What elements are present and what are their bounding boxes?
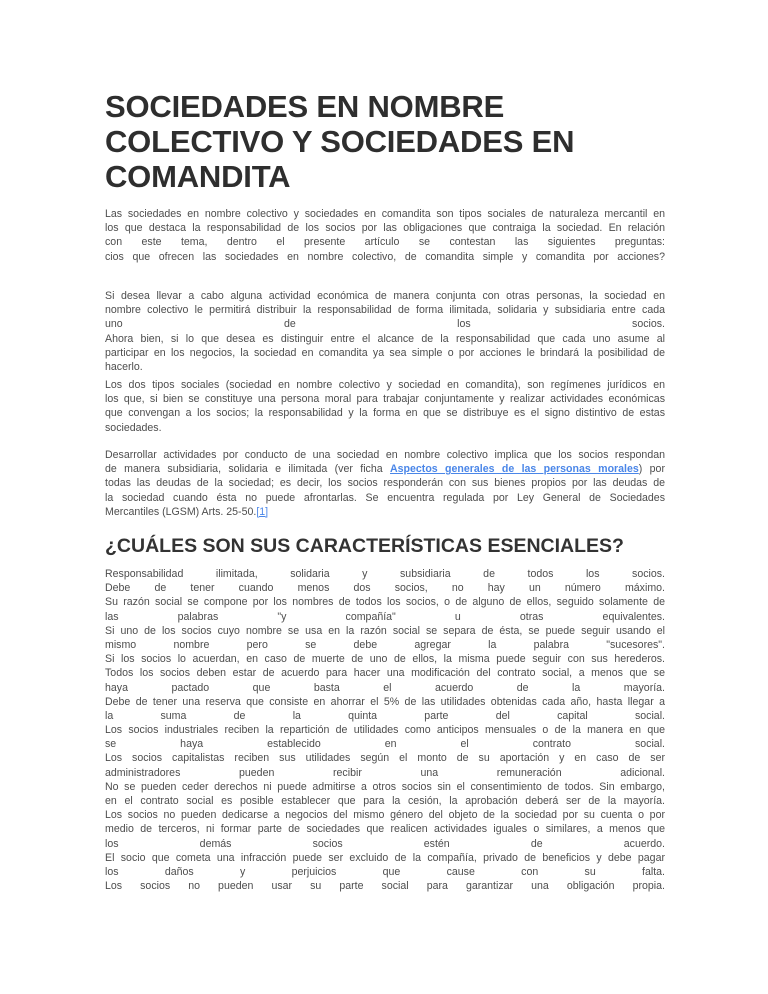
characteristic-line: Todos los socios deben estar de acuerdo para hacer una modificación del contrato social, a menos que se xyxy=(105,667,665,680)
characteristic-line: se haya establecido en el contrato social. xyxy=(105,738,665,751)
characteristic-line: Los socios capitalistas reciben sus utilidades según el monto de su aportación y en caso de ser xyxy=(105,752,665,765)
paragraph-4 xyxy=(105,448,665,519)
text-line: Si desea llevar a cabo alguna actividad económica de manera conjunta con otras personas, la sociedad en xyxy=(105,290,665,302)
text-line xyxy=(105,505,665,519)
text-line: uno de los socios. xyxy=(105,318,665,331)
intro-paragraph xyxy=(105,207,665,264)
title-line: SOCIEDADES EN NOMBRE xyxy=(105,89,505,124)
characteristic-line: Si los socios lo acuerdan, en caso de muerte de uno de ellos, la misma puede seguir con sus herederos. xyxy=(105,653,665,666)
aspectos-generales-link[interactable]: Aspectos generales de las personas morales xyxy=(390,463,639,476)
paragraph-3 xyxy=(105,378,665,435)
text-line: sociedades. xyxy=(105,421,162,434)
characteristic-line: Los socios industriales reciben la repartición de utilidades como anticipos mensuales o de la manera en que xyxy=(105,724,665,737)
characteristic-line: la suma de la quinta parte del capital social. xyxy=(105,709,665,722)
text-fragment: Mercantiles (LGSM) Arts. 25-50. xyxy=(105,505,257,518)
text-line: hacerlo. xyxy=(105,360,143,373)
characteristic-line: Debe de tener cuando menos dos socios, no hay un número máximo. xyxy=(105,582,665,595)
text-fragment: de manera subsidiaria, solidaria e ilimitada (ver ficha xyxy=(105,463,390,476)
characteristic-line: los demás socios estén de acuerdo. xyxy=(105,837,665,850)
text-line: los que, si bien se constituye una persona moral para trabajar conjuntamente y realizar actividades económicas xyxy=(105,393,665,406)
page-title xyxy=(105,89,665,194)
characteristic-line: Responsabilidad ilimitada, solidaria y subsidiaria de todos los socios. xyxy=(105,568,665,580)
characteristic-line: Los socios no pueden usar su parte social para garantizar una obligación propia. xyxy=(105,880,665,893)
characteristics-list xyxy=(105,567,665,893)
characteristic-line: Debe de tener una reserva que consiste en ahorrar el 5% de las utilidades obtenidas cada año, hasta llegar a xyxy=(105,695,665,708)
title-line: COMANDITA xyxy=(105,159,291,194)
characteristic-line: Los socios no pueden dedicarse a negocios del mismo género del objeto de la sociedad por su cuenta o por xyxy=(105,809,665,822)
characteristic-line: administradores pueden recibir una remuneración adicional. xyxy=(105,766,665,779)
text-line: todas las deudas de la sociedad; es decir, los socios responderán con sus bienes propios por las deudas de xyxy=(105,477,665,490)
characteristic-line: El socio que cometa una infracción puede ser excluido de la compañía, privado de beneficios y debe pagar xyxy=(105,851,665,864)
text-line: Los dos tipos sociales (sociedad en nombre colectivo y sociedad en comandita), son regímenes jurídicos en xyxy=(105,379,665,391)
section-heading: ¿CUÁLES SON SUS CARACTERÍSTICAS ESENCIALES? xyxy=(105,535,624,557)
characteristic-line: mismo nombre pero se debe agregar la palabra "sucesores". xyxy=(105,638,665,651)
text-line: con este tema, dentro el presente artículo se contestan las siguientes preguntas: xyxy=(105,236,665,249)
characteristic-line: las palabras "y compañía" u otras equivalentes. xyxy=(105,610,665,623)
characteristic-line: los daños y perjuicios que cause con su falta. xyxy=(105,865,665,878)
text-line: participar en los negocios, la sociedad en comandita ya sea simple o por acciones le brindará la posibilidad de xyxy=(105,346,665,359)
paragraph-2 xyxy=(105,289,665,374)
characteristic-line: haya pactado que basta el acuerdo de la mayoría. xyxy=(105,681,665,694)
text-line: los que destaca la responsabilidad de los socios por las obligaciones que contraiga la sociedad. En relación xyxy=(105,222,665,235)
text-line: nombre colectivo le permitirá distribuir la responsabilidad de forma ilimitada, solidaria y subsidiaria entre cada xyxy=(105,304,665,317)
characteristic-line: medio de terceros, ni formar parte de sociedades que realicen actividades iguales o similares, a menos que xyxy=(105,823,665,836)
characteristic-line: Si uno de los socios cuyo nombre se usa en la razón social se separa de ésta, se puede seguir usando el xyxy=(105,624,665,637)
text-line: la sociedad cuando ésta no puede afrontarlas. Se encuentra regulada por Ley General de Sociedades xyxy=(105,491,665,504)
text-line: que convengan a los socios; la responsabilidad y la forma en que se distribuye es el signo distintivo de estas xyxy=(105,407,665,420)
characteristic-line: No se pueden ceder derechos ni puede admitirse a otros socios sin el consentimiento de todos. Sin embargo, xyxy=(105,780,665,793)
characteristic-line: Su razón social se compone por los nombres de todos los socios, o de alguno de ellos, seguido solamente de xyxy=(105,596,665,609)
text-line: Ahora bien, si lo que desea es distinguir entre el alcance de la responsabilidad que cada uno asume al xyxy=(105,332,665,345)
text-line xyxy=(105,462,665,476)
characteristic-line: en el contrato social es posible establecer que para la cesión, la aprobación deberá ser de la mayoría. xyxy=(105,795,665,807)
title-line: COLECTIVO Y SOCIEDADES EN xyxy=(105,124,575,159)
footnote-ref-link[interactable]: [1] xyxy=(256,505,269,518)
text-line: cios que ofrecen las sociedades en nombre colectivo, de comandita simple y comandita por acciones? xyxy=(105,250,665,263)
text-line: Las sociedades en nombre colectivo y sociedades en comandita son tipos sociales de naturaleza mercantil en xyxy=(105,208,665,220)
text-line: Desarrollar actividades por conducto de una sociedad en nombre colectivo implica que los socios respondan xyxy=(105,449,665,461)
text-fragment: ) por xyxy=(638,463,665,476)
